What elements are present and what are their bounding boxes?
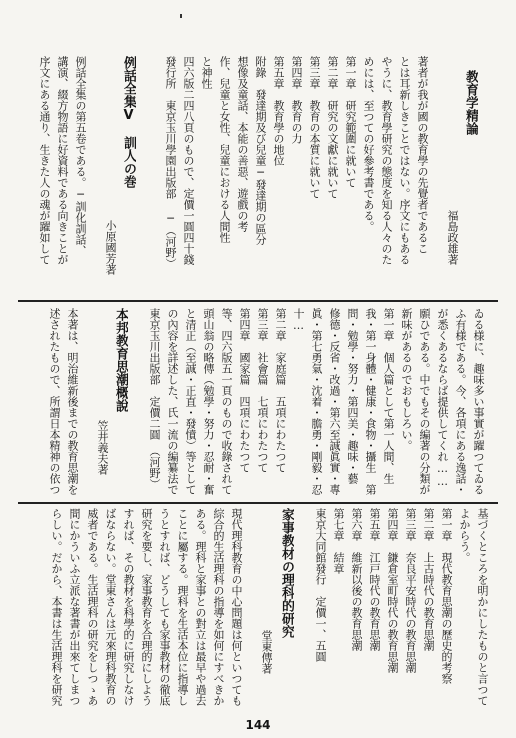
page-number: 144 xyxy=(245,718,271,732)
text-line: が悉くあるならば提供してくれ…… xyxy=(436,308,449,488)
text-line: 東京大同館發行 定價一、五圓 xyxy=(314,508,327,662)
text-line: 本著は、明治維新後までの教育思潮を xyxy=(66,308,79,495)
text-line: 東京玉川出版部 定價二圓 （河野） xyxy=(148,308,161,490)
book-title-reiwa-zenshu: 例話全集Ⅴ 訓人の巻 xyxy=(121,56,136,188)
author-fukushima: 福島政雄著 xyxy=(446,210,459,265)
text-line: 十… xyxy=(292,308,305,332)
text-line: すれば、その教材を科學的に研究しなけ xyxy=(122,508,135,706)
text-line: うとすれば、どうしても家事教材の徹底 xyxy=(158,508,171,706)
text-line: 第三章 社會篇 七項にわたつて xyxy=(256,308,269,473)
text-line: 第六章 維新以後の教育思潮 xyxy=(350,508,363,651)
text-line: 修德・反省・改過・第六至誠眞實・專 xyxy=(328,308,341,495)
text-line: 第二章 研究の文獻に就いて xyxy=(326,56,339,199)
text-line: 四六版二四八頁のもので、定價一圓四十錢 xyxy=(182,56,195,265)
text-line: 第三章 教育の本質に就いて xyxy=(308,56,321,199)
text-line: 綜合的生活理科の指導を如何にすべきか xyxy=(212,508,225,706)
text-line: めには、至つての好參考書である。 xyxy=(362,56,375,232)
text-line: ことに屬する。理科を生活本位に指導し xyxy=(176,508,189,706)
text-line: 想像及童話、本能の善惡、遊戲の考 xyxy=(236,56,249,232)
text-line: 第七章 結章 xyxy=(332,508,345,574)
text-line: 第四章 教育の力 xyxy=(290,56,303,144)
text-line: ゐる様に、趣味多い事實が躍つてゐる xyxy=(472,308,485,495)
text-line: ばならない。堂東さんは元來理科教育の xyxy=(104,508,117,706)
text-line: やうに、教育學研究の態度を知る人々のた xyxy=(380,56,393,265)
text-line: と清正（至誠・正直・發憤）等として xyxy=(184,308,197,495)
print-mark xyxy=(180,14,182,18)
text-line: ふ有様である。今、各項にある逸話・ xyxy=(454,308,467,495)
text-line: 第二章 上古時代の教育思潮 xyxy=(422,508,435,651)
text-line: 等、四六版五一頁のもので收錄されて xyxy=(220,308,233,495)
text-line: と神性 xyxy=(200,56,213,89)
text-line: 第一章 現代教育思潮の歷史的考察 xyxy=(440,508,453,684)
book-title-kyoikugaku: 教育学精論 xyxy=(463,70,478,135)
text-line: とは耳新しきことではない。序文にもある xyxy=(398,56,411,265)
text-line: 第三章 奈良平安時代の教育思潮 xyxy=(404,508,417,673)
text-line: らしい。だから、本書は生活理科を研究 xyxy=(50,508,63,706)
text-line: 基づくところを明かにしたものと言つて xyxy=(476,508,489,706)
author-doto: 堂東傳著 xyxy=(260,630,273,674)
text-line: 第一章 研究範圍に就いて xyxy=(344,56,357,188)
text-line: 研究を要し、家事教育を合理的にしよう xyxy=(140,508,153,706)
text-line: 著者が我が國の教育學の先覺者であるこ xyxy=(416,56,429,254)
text-line: 威者である。生活理科の研究をしつゝあ xyxy=(86,508,99,706)
text-line: 第五章 江戸時代の教育思潮 xyxy=(368,508,381,651)
text-line: 願ひである。中でもその編著の分類が xyxy=(418,308,431,495)
text-line: 述されたもので、所謂日本精神の依つ xyxy=(48,308,61,495)
text-line: 附錄 發達期及び兒童─發達期の區分 xyxy=(254,56,267,245)
section-divider xyxy=(18,502,498,504)
text-line: 我・第一身體・健康・食物・攝生 第 xyxy=(364,308,377,495)
text-line: 發行所 東京玉川學園出版部 ─（河野） xyxy=(164,56,177,269)
text-line: 間にかういふ立派な著書が出來てしまつ xyxy=(68,508,81,706)
text-line: 眞・第七勇氣・沈着・膽勇・剛毅・忍 xyxy=(310,308,323,495)
text-line: 例話全集の第五卷である。─訓化訓話、 xyxy=(74,56,87,256)
text-line: 作、兒童と女性、兒童における人間性 xyxy=(218,56,231,243)
text-line: よからう。 xyxy=(458,508,471,563)
text-line: 第四章 鎌倉室町時代の教育思潮 xyxy=(386,508,399,673)
book-title-kaji-kyozai: 家事教材の理科的研究 xyxy=(279,508,294,638)
text-line: 頭山翁の略傳（勉學・努力・忍耐・奮 xyxy=(202,308,215,495)
author-kasai: 笠井義夫著 xyxy=(96,420,109,475)
text-line: 序文にある通り、生きた人の魂が躍如して xyxy=(38,56,51,265)
text-line: 第二章 家庭篇 五項にわたつて xyxy=(274,308,287,473)
text-line: 新味があるのでおもしろい。 xyxy=(400,308,413,451)
book-title-honpo-kyoiku-shicho: 本邦教育思潮概說 xyxy=(113,308,128,412)
text-line: 問・勉學・努力・第四美・趣味・藝 xyxy=(346,308,359,484)
text-line: 第一章 個人篇として第一人間、生 xyxy=(382,308,395,484)
section-divider xyxy=(18,300,498,302)
text-line: 現代理科教育の中心問題は何といつても xyxy=(230,508,243,706)
text-line: 第四章 國家篇 四項にわたつて xyxy=(238,308,251,473)
author-obara: 小原國芳著 xyxy=(104,220,117,275)
text-line: 講演、綴方物語に好資料である向きことが xyxy=(56,56,69,265)
text-line: の內容を詳述した、氏一流の編纂法で xyxy=(166,308,179,495)
text-line: ある。理科と家事との對立は最早や過去 xyxy=(194,508,207,706)
text-line: 第五章 教育學の地位 xyxy=(272,56,285,166)
